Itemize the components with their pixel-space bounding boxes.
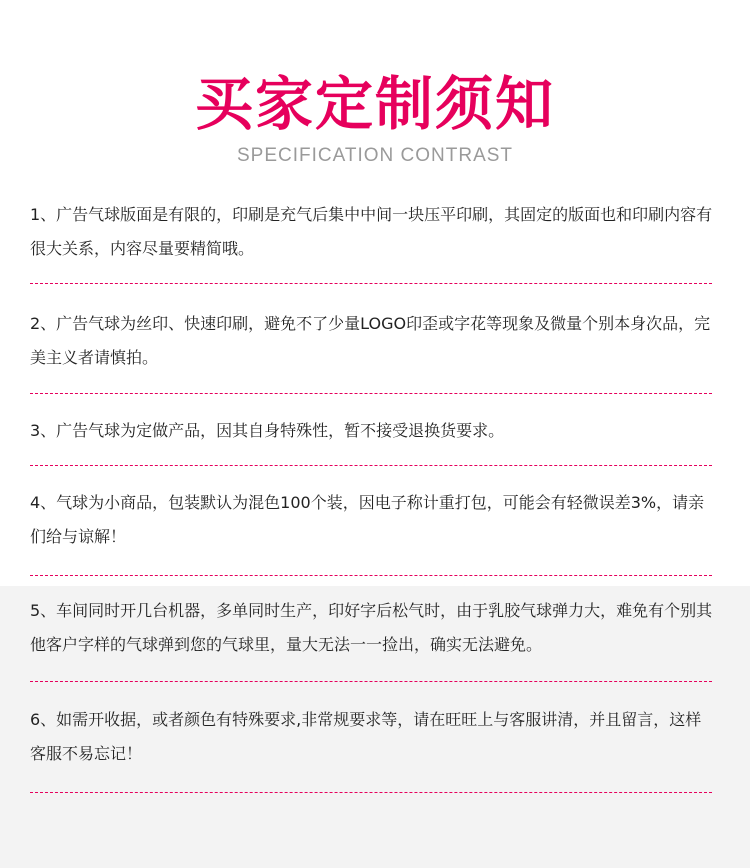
note-item-6: 6、如需开收据，或者颜色有特殊要求,非常规要求等，请在旺旺上与客服讲清，并且留言，这样客服不易忘记！ (30, 710, 702, 763)
note-divider-4 (30, 575, 712, 576)
note-item-4: 4、气球为小商品，包装默认为混色100个装，因电子称计重打包，可能会有轻微误差3%，请亲们给与谅解！ (30, 493, 705, 546)
page-header (0, 0, 750, 180)
note-divider-5 (30, 681, 712, 682)
page-title: 买家定制须知 (194, 70, 555, 138)
note-divider-1 (30, 283, 712, 284)
note-item-1: 1、广告气球版面是有限的，印刷是充气后集中中间一块压平印刷，其固定的版面也和印刷内容有很大关系，内容尽量要精简哦。 (30, 205, 713, 258)
note-item-2: 2、广告气球为丝印、快速印刷，避免不了少量LOGO印歪或字花等现象及微量个别本身次品，完美主义者请慎拍。 (30, 314, 711, 367)
note-divider-3 (30, 465, 712, 466)
note-item-5: 5、车间同时开几台机器，多单同时生产，印好字后松气时，由于乳胶气球弹力大，难免有个别其他客户字样的气球弹到您的气球里，量大无法一一捡出，确实无法避免。 (30, 601, 713, 654)
note-divider-2 (30, 393, 712, 394)
note-item-3: 3、广告气球为定做产品，因其自身特殊性，暂不接受退换货要求。 (30, 421, 505, 440)
note-divider-6 (30, 792, 712, 793)
page-subtitle: SPECIFICATION CONTRAST (236, 145, 514, 166)
